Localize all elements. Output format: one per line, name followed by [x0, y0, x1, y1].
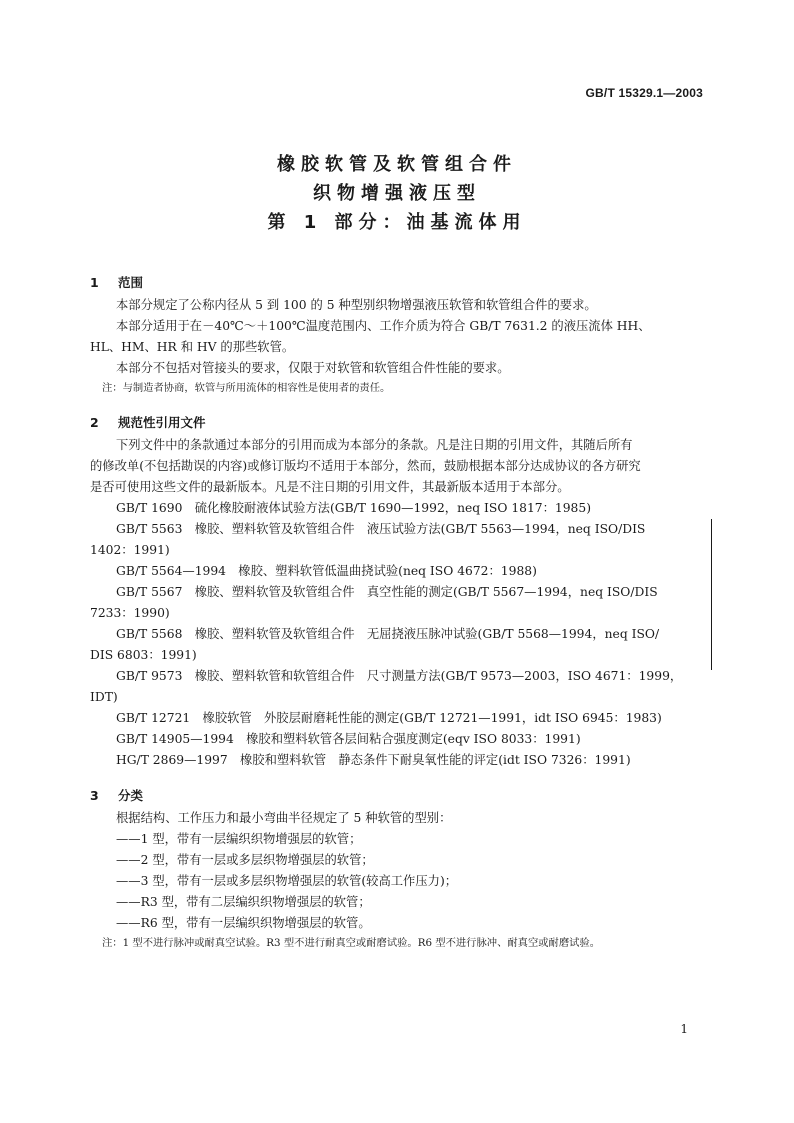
paragraph-continuation: HL、HM、HR 和 HV 的那些软管。 — [90, 340, 295, 354]
document-body — [90, 272, 704, 953]
reference-item: GB/T 12721 橡胶软管 外胶层耐磨耗性能的测定(GB/T 12721—1991，idt ISO 6945：1983) — [116, 711, 662, 725]
section-number: 3 — [90, 788, 99, 803]
section-heading-normative-references — [90, 412, 704, 434]
section-number: 2 — [90, 415, 99, 430]
paragraph: 根据结构、工作压力和最小弯曲半径规定了 5 种软管的型别： — [116, 811, 452, 825]
paragraph: 本部分适用于在－40℃～＋100℃温度范围内、工作介质为符合 GB/T 7631.2 的液压流体 HH、 — [116, 319, 651, 333]
document-title — [0, 150, 794, 237]
list-item: ——R3 型，带有二层编织织物增强层的软管； — [116, 895, 371, 909]
section-number: 1 — [90, 275, 99, 290]
scope-note: 注：与制造者协商，软管与所用流体的相容性是使用者的责任。 — [102, 382, 391, 394]
section-title: 范围 — [118, 275, 144, 290]
reference-item: GB/T 5567 橡胶、塑料软管及软管组合件 真空性能的测定(GB/T 5567—1994，neq ISO/DIS — [116, 585, 658, 599]
paragraph: 本部分不包括对管接头的要求，仅限于对软管和软管组合件性能的要求。 — [116, 361, 510, 375]
reference-item: GB/T 5563 橡胶、塑料软管及软管组合件 液压试验方法(GB/T 5563—1994，neq ISO/DIS — [116, 522, 646, 536]
paragraph: 本部分规定了公称内径从 5 到 100 的 5 种型别织物增强液压软管和软管组合件的要求。 — [116, 298, 597, 312]
list-item: ——R6 型，带有一层编织织物增强层的软管。 — [116, 916, 371, 930]
classification-note: 注：1 型不进行脉冲或耐真空试验。R3 型不进行耐真空或耐磨试验。R6 型不进行脉冲、耐真空或耐磨试验。 — [102, 937, 601, 949]
reference-item-continuation: 1402：1991) — [90, 543, 170, 557]
reference-item: GB/T 5564—1994 橡胶、塑料软管低温曲挠试验(neq ISO 4672：1988) — [116, 564, 537, 578]
reference-item: GB/T 1690 硫化橡胶耐液体试验方法(GB/T 1690—1992，neq ISO 1817：1985) — [116, 501, 591, 515]
reference-item-continuation: 7233：1990) — [90, 606, 170, 620]
title-line-2: 织物增强液压型 — [313, 183, 481, 204]
reference-item: GB/T 9573 橡胶、塑料软管和软管组合件 尺寸测量方法(GB/T 9573—2003，ISO 4671：1999， — [116, 669, 683, 683]
page-number: 1 — [680, 1022, 688, 1036]
section-title: 规范性引用文件 — [118, 415, 206, 430]
reference-item: HG/T 2869—1997 橡胶和塑料软管 静态条件下耐臭氧性能的评定(idt ISO 7326：1991) — [116, 753, 631, 767]
reference-item: GB/T 5568 橡胶、塑料软管及软管组合件 无屈挠液压脉冲试验(GB/T 5568—1994，neq ISO/ — [116, 627, 660, 641]
standard-number: GB/T 15329.1—2003 — [585, 86, 703, 100]
title-line-3: 第 1 部分：油基流体用 — [267, 212, 527, 233]
paragraph-continuation: 是否可使用这些文件的最新版本。凡是不注日期的引用文件，其最新版本适用于本部分。 — [90, 480, 570, 494]
paragraph-continuation: 的修改单(不包括勘误的内容)或修订版均不适用于本部分，然而，鼓励根据本部分达成协议的各方研究 — [90, 459, 641, 473]
title-line-1: 橡胶软管及软管组合件 — [277, 154, 517, 175]
list-item: ——3 型，带有一层或多层织物增强层的软管(较高工作压力)； — [116, 874, 458, 888]
paragraph: 下列文件中的条款通过本部分的引用而成为本部分的条款。凡是注日期的引用文件，其随后所有 — [116, 438, 633, 452]
revision-bar — [711, 519, 712, 670]
section-title: 分类 — [118, 788, 144, 803]
section-heading-classification — [90, 785, 704, 807]
list-item: ——1 型，带有一层编织织物增强层的软管； — [116, 832, 362, 846]
reference-item-continuation: IDT) — [90, 690, 118, 704]
section-heading-scope — [90, 272, 704, 294]
list-item: ——2 型，带有一层或多层织物增强层的软管； — [116, 853, 374, 867]
reference-item-continuation: DIS 6803：1991) — [90, 648, 197, 662]
reference-item: GB/T 14905—1994 橡胶和塑料软管各层间粘合强度测定(eqv ISO 8033：1991) — [116, 732, 581, 746]
